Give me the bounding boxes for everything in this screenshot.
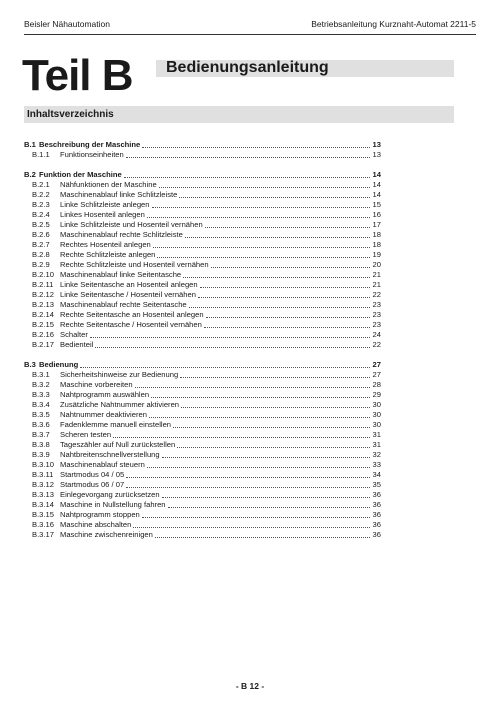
toc-entry[interactable] <box>24 200 381 210</box>
toc-entry[interactable] <box>24 370 381 380</box>
toc-entry-number: B.2.1 <box>32 180 50 189</box>
toc-entry-label: Maschine zwischenreinigen <box>60 530 153 539</box>
toc-entry-number: B.3.2 <box>32 380 50 389</box>
toc-entry[interactable] <box>24 340 381 350</box>
toc-entry-number: B.3.13 <box>32 490 54 499</box>
toc-entry[interactable] <box>24 220 381 230</box>
toc-entry[interactable] <box>24 310 381 320</box>
toc-entry[interactable] <box>24 210 381 220</box>
toc-entry-label: Startmodus 04 / 05 <box>60 470 125 479</box>
toc-entry-number: B.3.7 <box>32 430 50 439</box>
toc-entry-label: Funktion der Maschine <box>39 170 122 179</box>
header-divider <box>24 34 476 35</box>
header-document-title: Betriebsanleitung Kurznaht-Automat 2211-5 <box>311 19 476 29</box>
toc-entry-label: Rechtes Hosenteil anlegen <box>60 240 151 249</box>
toc-entry-label: Startmodus 06 / 07 <box>60 480 125 489</box>
toc-entry-page: 18 <box>372 230 381 239</box>
toc-entry[interactable] <box>24 500 381 510</box>
toc-entry-number: B.2.6 <box>32 230 50 239</box>
toc-leader-dots <box>147 467 370 468</box>
toc-leader-dots <box>135 387 370 388</box>
part-title: Bedienungsanleitung <box>166 59 329 76</box>
toc-entry-label: Einlegevorgang zurücksetzen <box>60 490 160 499</box>
toc-entry-label: Bedienteil <box>60 340 94 349</box>
toc-entry[interactable] <box>24 390 381 400</box>
toc-entry-label: Beschreibung der Maschine <box>39 140 141 149</box>
toc-entry[interactable] <box>24 530 381 540</box>
toc-section-entry[interactable] <box>24 360 381 370</box>
toc-entry-label: Bedienung <box>39 360 79 369</box>
toc-entry-number: B.3.5 <box>32 410 50 419</box>
toc-entry-number: B.3.15 <box>32 510 54 519</box>
toc-entry-number: B.2.11 <box>32 280 54 289</box>
toc-entry-page: 19 <box>372 250 381 259</box>
toc-leader-dots <box>152 207 370 208</box>
toc-leader-dots <box>180 377 370 378</box>
toc-entry-label: Nähfunktionen der Maschine <box>60 180 157 189</box>
toc-entry-number: B.2.5 <box>32 220 50 229</box>
toc-leader-dots <box>113 437 370 438</box>
toc-entry-page: 16 <box>372 210 381 219</box>
toc-leader-dots <box>151 397 370 398</box>
toc-entry[interactable] <box>24 280 381 290</box>
toc-leader-dots <box>124 177 370 178</box>
toc-entry-number: B.2.4 <box>32 210 50 219</box>
toc-entry-label: Rechte Schlitzleiste anlegen <box>60 250 156 259</box>
toc-entry-page: 28 <box>372 380 381 389</box>
toc-entry-label: Fadenklemme manuell einstellen <box>60 420 172 429</box>
toc-entry-page: 32 <box>372 450 381 459</box>
toc-entry-number: B.3.1 <box>32 370 50 379</box>
toc-leader-dots <box>168 507 370 508</box>
toc-entry-label: Linke Seitentasche / Hosenteil vernähen <box>60 290 196 299</box>
header-company: Beisler Nähautomation <box>24 19 110 29</box>
toc-entry-page: 30 <box>372 400 381 409</box>
part-label: Teil B <box>22 51 133 100</box>
toc-entry[interactable] <box>24 230 381 240</box>
toc-entry-number: B.2.10 <box>32 270 54 279</box>
toc-entry-page: 27 <box>372 360 381 369</box>
toc-leader-dots <box>80 367 370 368</box>
toc-entry[interactable] <box>24 490 381 500</box>
toc-entry-number: B.2.16 <box>32 330 54 339</box>
toc-entry-label: Tageszähler auf Null zurückstellen <box>60 440 176 449</box>
toc-leader-dots <box>179 197 370 198</box>
toc-entry-number: B.2.14 <box>32 310 54 319</box>
toc-entry-page: 24 <box>372 330 381 339</box>
toc-leader-dots <box>153 247 370 248</box>
toc-entry-page: 15 <box>372 200 381 209</box>
toc-entry[interactable] <box>24 520 381 530</box>
toc-entry-page: 36 <box>372 510 381 519</box>
toc-entry-number: B.3.10 <box>32 460 54 469</box>
toc-leader-dots <box>126 487 370 488</box>
toc-leader-dots <box>198 297 370 298</box>
toc-leader-dots <box>205 227 370 228</box>
toc-entry-number: B.3.4 <box>32 400 50 409</box>
toc-leader-dots <box>173 427 370 428</box>
toc-entry-number: B.2.13 <box>32 300 54 309</box>
toc-entry-label: Maschinenablauf steuern <box>60 460 145 469</box>
toc-entry-page: 23 <box>372 310 381 319</box>
toc-entry[interactable] <box>24 380 381 390</box>
toc-leader-dots <box>181 407 370 408</box>
toc-entry-label: Maschinenablauf rechte Seitentasche <box>60 300 187 309</box>
toc-leader-dots <box>211 267 370 268</box>
toc-entry-number: B.1 <box>24 140 36 149</box>
toc-entry-label: Rechte Seitentasche / Hosenteil vernähen <box>60 320 202 329</box>
toc-entry[interactable] <box>24 430 381 440</box>
toc-entry[interactable] <box>24 190 381 200</box>
toc-entry[interactable] <box>24 470 381 480</box>
toc-leader-dots <box>183 277 370 278</box>
toc-heading: Inhaltsverzeichnis <box>27 109 114 120</box>
toc-entry[interactable] <box>24 150 381 160</box>
toc-leader-dots <box>189 307 370 308</box>
toc-entry-number: B.3.14 <box>32 500 54 509</box>
toc-entry-number: B.2.8 <box>32 250 50 259</box>
toc-entry-label: Maschinenablauf linke Seitentasche <box>60 270 182 279</box>
toc-entry-page: 21 <box>372 280 381 289</box>
toc-entry-number: B.1.1 <box>32 150 50 159</box>
toc-entry-page: 33 <box>372 460 381 469</box>
toc-entry-page: 30 <box>372 410 381 419</box>
toc-entry-page: 36 <box>372 530 381 539</box>
toc-entry-label: Maschinenablauf rechte Schlitzleiste <box>60 230 183 239</box>
toc-entry[interactable] <box>24 460 381 470</box>
toc-leader-dots <box>177 447 370 448</box>
toc-leader-dots <box>157 257 370 258</box>
toc-entry-number: B.3.11 <box>32 470 54 479</box>
toc-entry-number: B.3.3 <box>32 390 50 399</box>
toc-entry-label: Zusätzliche Nahtnummer aktivieren <box>60 400 180 409</box>
toc-entry-page: 36 <box>372 520 381 529</box>
toc-entry-label: Linke Schlitzleiste anlegen <box>60 200 150 209</box>
toc-entry-page: 22 <box>372 340 381 349</box>
toc-entry-label: Rechte Seitentasche an Hosenteil anlegen <box>60 310 204 319</box>
toc-entry-page: 14 <box>372 170 381 179</box>
toc-entry[interactable] <box>24 180 381 190</box>
toc-entry-label: Scheren testen <box>60 430 112 439</box>
toc-entry-page: 21 <box>372 270 381 279</box>
toc-leader-dots <box>155 537 370 538</box>
toc-entry-page: 13 <box>372 150 381 159</box>
toc-entry[interactable] <box>24 510 381 520</box>
toc-entry-label: Rechte Schlitzleiste und Hosenteil vernähen <box>60 260 209 269</box>
toc-entry[interactable] <box>24 260 381 270</box>
toc-leader-dots <box>126 157 370 158</box>
toc-entry-number: B.2.17 <box>32 340 54 349</box>
toc-entry-number: B.2.7 <box>32 240 50 249</box>
toc-entry-page: 34 <box>372 470 381 479</box>
toc-entry-number: B.2.2 <box>32 190 50 199</box>
toc-leader-dots <box>147 217 370 218</box>
toc-leader-dots <box>95 347 370 348</box>
toc-leader-dots <box>185 237 370 238</box>
toc-entry[interactable] <box>24 400 381 410</box>
toc-entry-number: B.2 <box>24 170 36 179</box>
toc-entry[interactable] <box>24 410 381 420</box>
toc-entry-number: B.3.6 <box>32 420 50 429</box>
toc-entry-page: 17 <box>372 220 381 229</box>
toc-entry-page: 22 <box>372 290 381 299</box>
toc-entry[interactable] <box>24 270 381 280</box>
toc-entry-label: Maschine in Nullstellung fahren <box>60 500 166 509</box>
toc-leader-dots <box>90 337 370 338</box>
toc-entry-page: 14 <box>372 180 381 189</box>
toc-section-entry[interactable] <box>24 140 381 150</box>
toc-entry[interactable] <box>24 450 381 460</box>
toc-entry-label: Maschine abschalten <box>60 520 132 529</box>
toc-leader-dots <box>206 317 370 318</box>
toc-entry-label: Linke Seitentasche an Hosenteil anlegen <box>60 280 198 289</box>
toc-section-entry[interactable] <box>24 170 381 180</box>
page-number: - B 12 - <box>235 681 265 691</box>
toc-entry-page: 29 <box>372 390 381 399</box>
toc-entry-label: Nahtbreitenschnellverstellung <box>60 450 160 459</box>
toc-entry-page: 23 <box>372 300 381 309</box>
toc-entry-page: 23 <box>372 320 381 329</box>
toc-entry[interactable] <box>24 290 381 300</box>
toc-entry-number: B.2.12 <box>32 290 54 299</box>
toc-entry-label: Sicherheitshinweise zur Bedienung <box>60 370 179 379</box>
toc-leader-dots <box>162 457 370 458</box>
toc-entry-number: B.3.8 <box>32 440 50 449</box>
toc-entry-number: B.2.9 <box>32 260 50 269</box>
toc-entry-label: Schalter <box>60 330 88 339</box>
toc-entry-page: 18 <box>372 240 381 249</box>
toc-entry-label: Nahtprogramm auswählen <box>60 390 150 399</box>
toc-entry[interactable] <box>24 300 381 310</box>
toc-entry-page: 20 <box>372 260 381 269</box>
toc-entry-label: Linke Schlitzleiste und Hosenteil vernähen <box>60 220 203 229</box>
toc-leader-dots <box>133 527 370 528</box>
toc-leader-dots <box>159 187 370 188</box>
toc-entry[interactable] <box>24 320 381 330</box>
toc-entry-number: B.3.12 <box>32 480 54 489</box>
toc-entry[interactable] <box>24 440 381 450</box>
toc-entry-page: 31 <box>372 430 381 439</box>
toc-entry-label: Maschine vorbereiten <box>60 380 133 389</box>
toc-entry-label: Funktionseinheiten <box>60 150 124 159</box>
toc-entry-number: B.2.15 <box>32 320 54 329</box>
toc-entry-label: Nahtnummer deaktivieren <box>60 410 147 419</box>
toc-entry-page: 14 <box>372 190 381 199</box>
toc-leader-dots <box>200 287 370 288</box>
toc-entry[interactable] <box>24 240 381 250</box>
toc-entry[interactable] <box>24 250 381 260</box>
toc-entry-page: 36 <box>372 490 381 499</box>
toc-entry[interactable] <box>24 480 381 490</box>
toc-entry[interactable] <box>24 420 381 430</box>
toc-leader-dots <box>142 517 370 518</box>
toc-entry-label: Nahtprogramm stoppen <box>60 510 140 519</box>
toc-entry-page: 30 <box>372 420 381 429</box>
toc-entry-page: 35 <box>372 480 381 489</box>
toc-entry-page: 13 <box>372 140 381 149</box>
toc-leader-dots <box>149 417 370 418</box>
toc-entry-number: B.3.16 <box>32 520 54 529</box>
toc-leader-dots <box>204 327 370 328</box>
toc-leader-dots <box>162 497 370 498</box>
toc-entry-number: B.3.17 <box>32 530 54 539</box>
toc-entry-page: 36 <box>372 500 381 509</box>
toc-entry-label: Linkes Hosenteil anlegen <box>60 210 145 219</box>
toc-entry[interactable] <box>24 330 381 340</box>
toc-entry-label: Maschinenablauf linke Schlitzleiste <box>60 190 178 199</box>
toc-leader-dots <box>142 147 370 148</box>
toc-entry-number: B.3 <box>24 360 36 369</box>
toc-entry-number: B.3.9 <box>32 450 50 459</box>
toc-entry-number: B.2.3 <box>32 200 50 209</box>
toc-entry-page: 31 <box>372 440 381 449</box>
toc-leader-dots <box>126 477 370 478</box>
toc-entry-page: 27 <box>372 370 381 379</box>
